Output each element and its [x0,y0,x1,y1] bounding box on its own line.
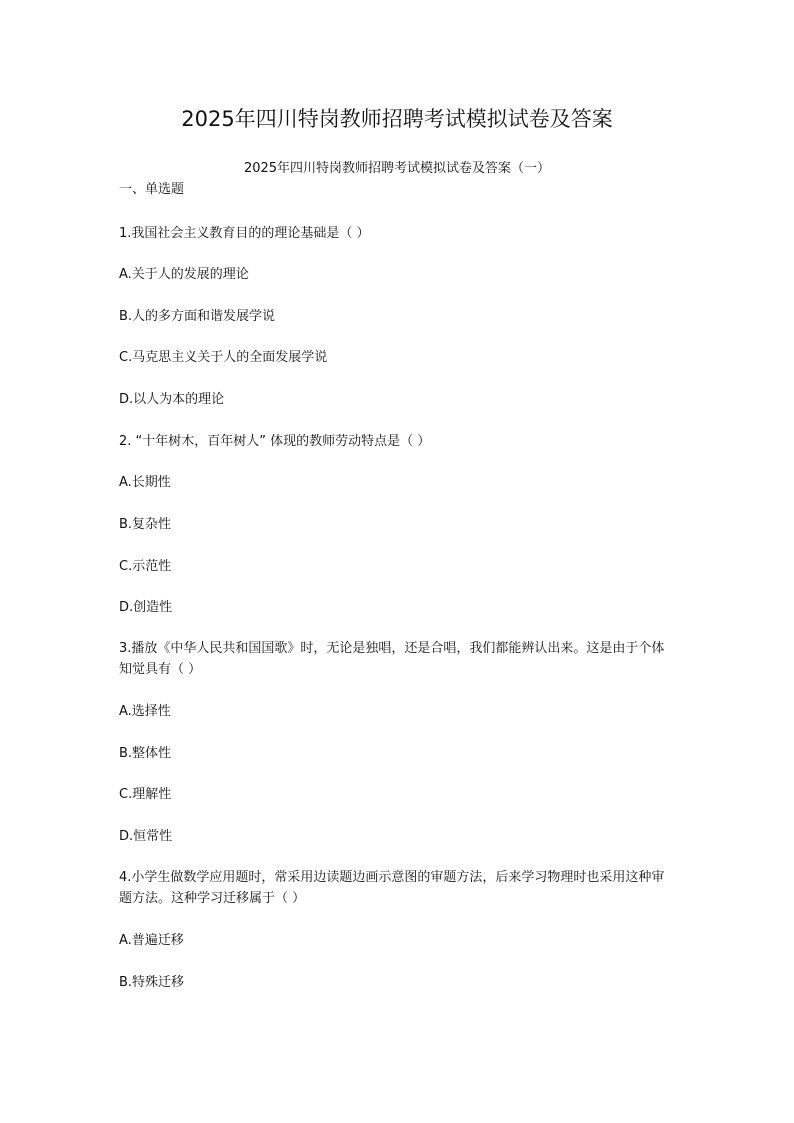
question-option: C.示范性 [119,559,172,574]
question-option: B.人的多方面和谐发展学说 [119,309,276,324]
question-option: B.整体性 [119,746,172,761]
part-heading-single-choice: 一、单选题 [119,182,185,197]
question-stem: 4.小学生做数学应用题时，常采用边读题边画示意图的审题方法，后来学习物理时也采用这种审题方法。这种学习迁移属于（ ） [119,870,665,906]
question-stem: 2. “十年树木，百年树人” 体现的教师劳动特点是（ ） [119,434,431,449]
question-option: D.以人为本的理论 [119,392,225,407]
question-option: A.选择性 [119,704,171,719]
question-option: A.长期性 [119,475,171,490]
question-option: B.特殊迁移 [119,975,185,990]
question-option: C.马克思主义关于人的全面发展学说 [119,350,328,365]
question-stem: 1.我国社会主义教育目的的理论基础是（ ） [119,226,370,241]
question-option: D.创造性 [119,600,173,615]
question-option: A.关于人的发展的理论 [119,267,249,282]
document-title: 2025年四川特岗教师招聘考试模拟试卷及答案 [181,107,613,131]
question-stem: 3.播放《中华人民共和国国歌》时，无论是独唱，还是合唱，我们都能辨认出来。这是由于个体知觉具有（ ） [119,641,665,677]
question-option: C.理解性 [119,787,172,802]
section-title: 2025年四川特岗教师招聘考试模拟试卷及答案（一） [243,161,551,176]
question-option: B.复杂性 [119,517,172,532]
question-option: D.恒常性 [119,829,173,844]
question-option: A.普遍迁移 [119,933,184,948]
